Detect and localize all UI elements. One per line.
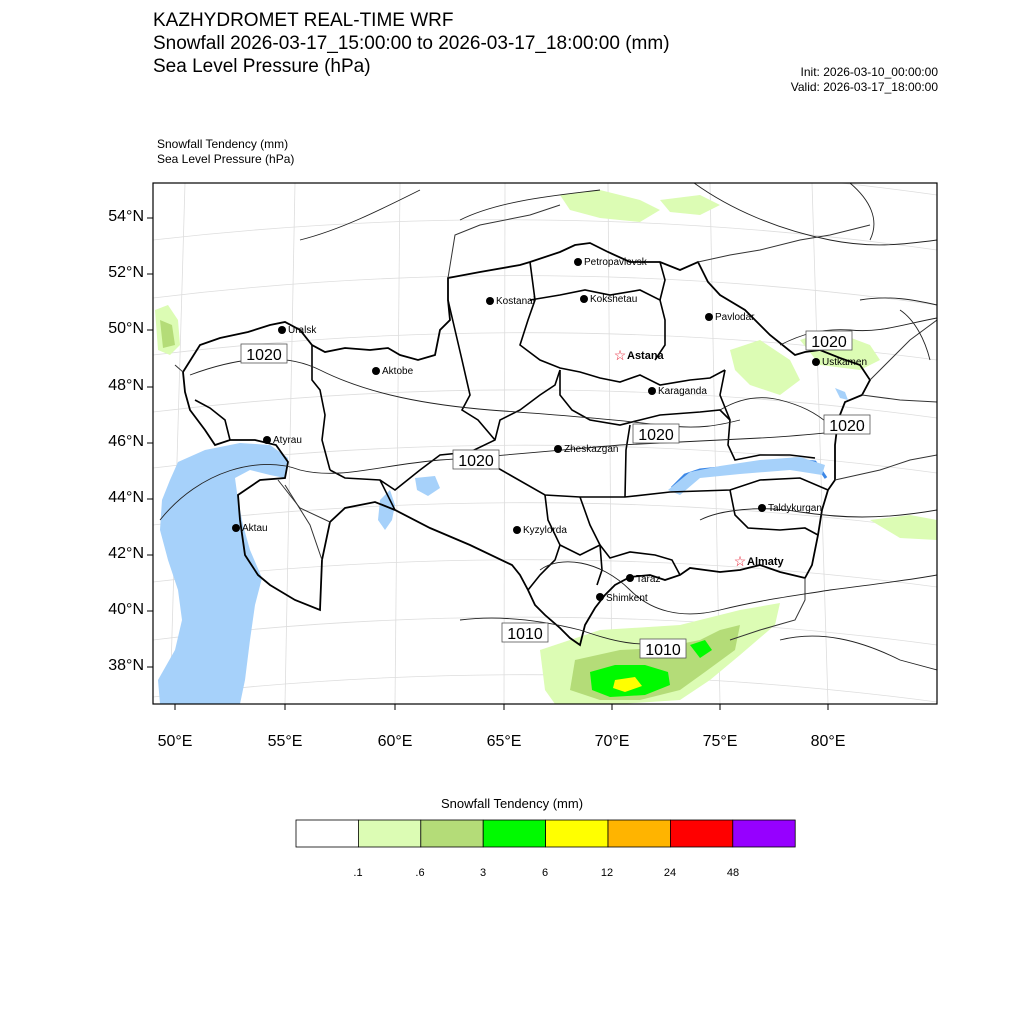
lon-label-70: 70°E bbox=[594, 733, 630, 750]
capital-star-icon: ☆ bbox=[613, 347, 627, 363]
city-dot-kyzylorda bbox=[513, 526, 521, 534]
city-label-karaganda: Karaganda bbox=[658, 386, 707, 397]
colorbar bbox=[296, 820, 795, 847]
title-line1: KAZHYDROMET REAL-TIME WRF bbox=[153, 10, 454, 31]
city-dot-ustkamen bbox=[812, 358, 820, 366]
colorbar-tick: 24 bbox=[663, 867, 677, 879]
contour-label: 1010 bbox=[507, 626, 543, 643]
city-dot-karaganda bbox=[648, 387, 656, 395]
colorbar-swatch bbox=[546, 820, 608, 847]
subtitle-slp: Sea Level Pressure (hPa) bbox=[157, 152, 295, 166]
lat-label-50: 50°N bbox=[108, 320, 144, 337]
lat-label-44: 44°N bbox=[108, 489, 144, 506]
init-time: Init: 2026-03-10_00:00:00 bbox=[800, 65, 938, 79]
lat-label-48: 48°N bbox=[108, 377, 144, 394]
city-label-zheskazgan: Zheskazgan bbox=[564, 444, 619, 455]
title-line3: Sea Level Pressure (hPa) bbox=[153, 56, 371, 77]
contour-label: 1020 bbox=[458, 453, 494, 470]
city-dot-pavlodar bbox=[705, 313, 713, 321]
capital-star-icon: ☆ bbox=[733, 553, 747, 569]
contour-label: 1020 bbox=[638, 427, 674, 444]
aral-sea bbox=[378, 490, 395, 530]
city-label-almaty: Almaty bbox=[747, 556, 784, 568]
city-label-atyrau: Atyrau bbox=[273, 435, 302, 446]
contour-label: 1020 bbox=[246, 347, 282, 364]
city-markers bbox=[232, 257, 867, 604]
contour-label: 1010 bbox=[645, 642, 681, 659]
city-label-taldykurgan: Taldykurgan bbox=[768, 503, 822, 514]
lat-label-46: 46°N bbox=[108, 433, 144, 450]
colorbar-tick: 3 bbox=[479, 867, 487, 879]
slp-contours bbox=[160, 180, 937, 670]
city-dot-taldykurgan bbox=[758, 504, 766, 512]
lon-label-80: 80°E bbox=[810, 733, 846, 750]
city-label-kostanai: Kostanai bbox=[496, 296, 535, 307]
city-label-taraz: Taraz bbox=[636, 574, 661, 585]
city-dot-zheskazgan bbox=[554, 445, 562, 453]
city-label-kokshetau: Kokshetau bbox=[590, 294, 638, 305]
title-line2: Snowfall 2026-03-17_15:00:00 to 2026-03-17_18:00:00 (mm) bbox=[153, 33, 670, 54]
colorbar-tick: 12 bbox=[600, 867, 614, 879]
lat-label-54: 54°N bbox=[108, 208, 144, 225]
city-dot-aktau bbox=[232, 524, 240, 532]
city-dot-petropavlovsk bbox=[574, 258, 582, 266]
lat-label-38: 38°N bbox=[108, 657, 144, 674]
colorbar-swatch bbox=[733, 820, 795, 847]
city-label-aktau: Aktau bbox=[242, 523, 268, 534]
contour-label: 1020 bbox=[811, 334, 847, 351]
lon-label-50: 50°E bbox=[157, 733, 193, 750]
city-dot-taraz bbox=[626, 574, 634, 582]
city-label-uralsk: Uralsk bbox=[288, 325, 317, 336]
subtitle-snowfall: Snowfall Tendency (mm) bbox=[157, 137, 289, 151]
city-label-astana: Astana bbox=[627, 350, 664, 362]
lat-label-42: 42°N bbox=[108, 545, 144, 562]
colorbar-tick: 48 bbox=[726, 867, 740, 879]
city-label-ustkamen: Ustkamen bbox=[822, 357, 868, 368]
colorbar-title: Snowfall Tendency (mm) bbox=[440, 796, 584, 811]
colorbar-swatch bbox=[670, 820, 732, 847]
city-label-pavlodar: Pavlodar bbox=[715, 312, 755, 323]
city-label-shimkent: Shimkent bbox=[606, 593, 648, 604]
colorbar-swatch bbox=[608, 820, 670, 847]
colorbar-swatch bbox=[358, 820, 420, 847]
lon-label-60: 60°E bbox=[377, 733, 413, 750]
city-label-kyzylorda: Kyzylorda bbox=[523, 525, 567, 536]
colorbar-tick: .6 bbox=[415, 867, 425, 879]
city-label-aktobe: Aktobe bbox=[382, 366, 414, 377]
lon-label-55: 55°E bbox=[267, 733, 303, 750]
lat-label-52: 52°N bbox=[108, 264, 144, 281]
country-borders bbox=[175, 205, 937, 640]
lon-label-75: 75°E bbox=[702, 733, 738, 750]
valid-time: Valid: 2026-03-17_18:00:00 bbox=[790, 80, 938, 94]
contour-label: 1020 bbox=[829, 418, 865, 435]
colorbar-swatch bbox=[421, 820, 483, 847]
city-label-petropavlovsk: Petropavlovsk bbox=[584, 257, 647, 268]
city-dot-atyrau bbox=[263, 436, 271, 444]
colorbar-swatch bbox=[483, 820, 545, 847]
lat-label-40: 40°N bbox=[108, 601, 144, 618]
lon-label-65: 65°E bbox=[486, 733, 522, 750]
city-dot-aktobe bbox=[372, 367, 380, 375]
city-dot-uralsk bbox=[278, 326, 286, 334]
caspian-sea bbox=[158, 443, 288, 704]
colorbar-tick: 6 bbox=[541, 867, 549, 879]
city-dot-kokshetau bbox=[580, 295, 588, 303]
city-dot-shimkent bbox=[596, 593, 604, 601]
colorbar-tick: .1 bbox=[353, 867, 363, 879]
city-dot-kostanai bbox=[486, 297, 494, 305]
colorbar-swatch bbox=[296, 820, 358, 847]
